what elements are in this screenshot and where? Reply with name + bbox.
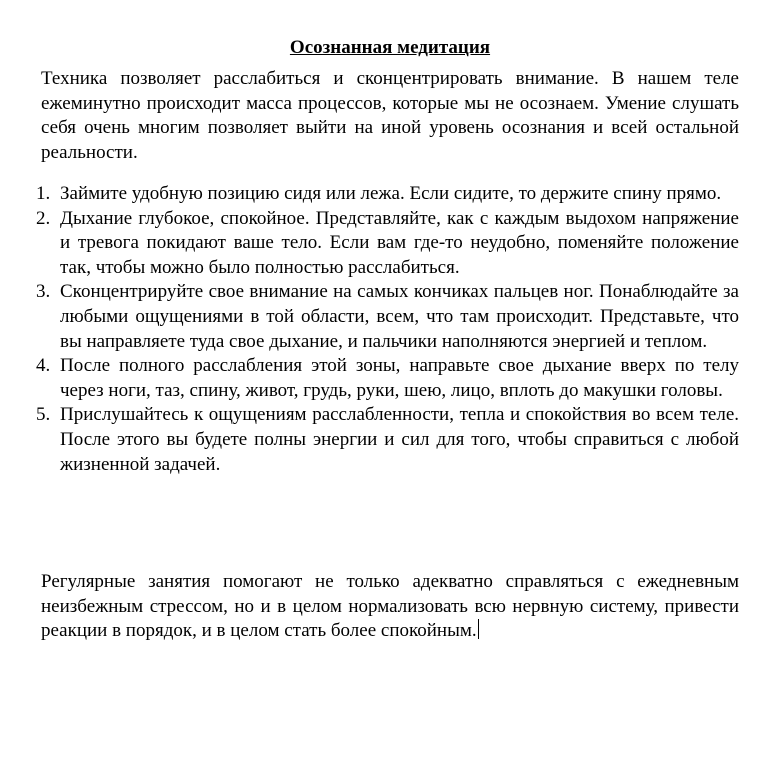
list-item (0, 280, 739, 354)
list-item-number: 2. (36, 207, 51, 229)
list-item (0, 182, 739, 207)
list-item-text: После полного расслабления этой зоны, направьте свое дыхание вверх по телу через ноги, таз, спину, живот, грудь, руки, шею, лицо, вплоть до макушки головы. (60, 355, 739, 401)
list-item-text: Сконцентрируйте свое внимание на самых кончиках пальцев ног. Понаблюдайте за любыми ощущениями в той области, всем, что там происходит. Представьте, что вы направляете туда свое дыхание, и пальчики наполняются энергией и теплом. (60, 281, 739, 352)
list-item-number: 1. (36, 183, 51, 204)
list-item (0, 403, 739, 477)
text-cursor (478, 619, 479, 639)
list-item-text: Прислушайтесь к ощущениям расслабленности, тепла и спокойствия во всем теле. После этого вы будете полны энергии и сил для того, чтобы справиться с любой жизненной задачей. (60, 404, 739, 475)
closing-paragraph-text: Регулярные занятия помогают не только адекватно справляться с ежедневным неизбежным стрессом, но и в целом нормализовать всю нервную систему, привести реакции в порядок, и в целом стать более спокойным. (41, 571, 739, 642)
steps-list (0, 182, 762, 477)
list-item (0, 207, 739, 281)
closing-paragraph (41, 570, 739, 644)
list-item (0, 354, 739, 403)
list-item-text: Займите удобную позицию сидя или лежа. Если сидите, то держите спину прямо. (60, 183, 722, 204)
list-item-number: 4. (36, 355, 51, 377)
document-title: Осознанная медитация (289, 37, 491, 58)
list-item-number: 3. (36, 281, 51, 303)
list-item-number: 5. (36, 404, 51, 426)
intro-paragraph: Техника позволяет расслабиться и сконцентрировать внимание. В нашем теле ежеминутно происходит масса процессов, которые мы не осознаем. Умение слушать себя очень многим позволяет выйти на иной уровень осознания и всей остальной реальности. (41, 68, 739, 163)
list-item-text: Дыхание глубокое, спокойное. Представляйте, как с каждым выдохом напряжение и тревога покидают ваше тело. Если вам где-то неудобно, поменяйте положение так, чтобы можно было полностью расслабиться. (60, 207, 739, 278)
